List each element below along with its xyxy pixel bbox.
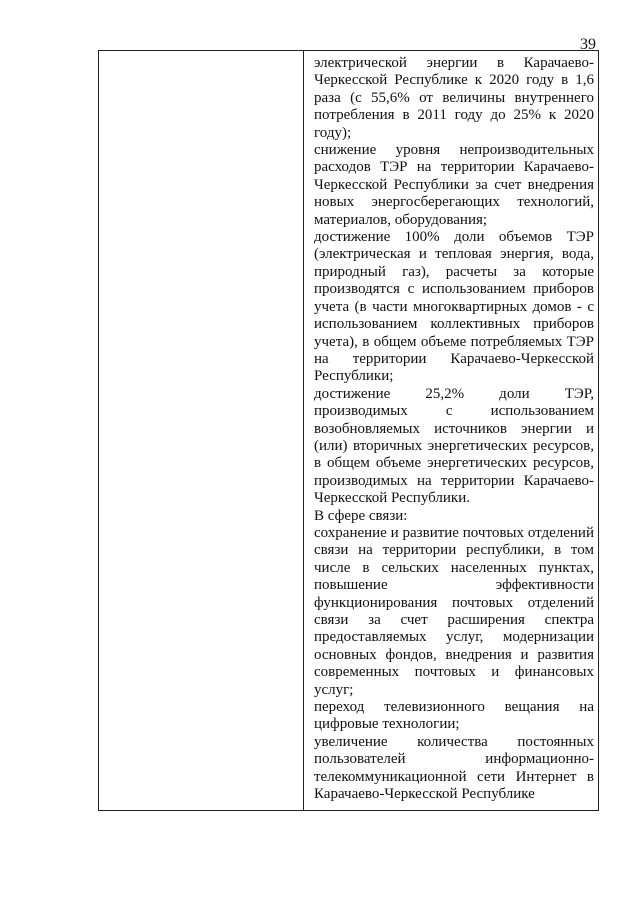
paragraph-internet-users: увеличение количества постоянных пользователей информационно-телекоммуникационной сети Интернет в Карачаево-Черкесской Республике <box>314 733 594 803</box>
content-cell <box>304 51 599 811</box>
paragraph-postal: сохранение и развитие почтовых отделений связи на территории республики, в том числе в сельских населенных пунктах, повышение эффективности функционирования почтовых отделений связи за счет расширения спектра предоставляемых услуг, модернизации основных фондов, внедрения и развития современных почтовых и финансовых услуг; <box>314 524 594 698</box>
empty-left-cell <box>99 51 304 811</box>
paragraph-electricity-share: электрической энергии в Карачаево-Черкесской Республике к 2020 году в 1,6 раза (с 55,6% от величины внутреннего потребления в 2011 году до 25% к 2020 году); <box>314 55 594 141</box>
table-row <box>99 51 599 811</box>
page-number: 39 <box>580 36 596 53</box>
paragraph-renewables: достижение 25,2% доли ТЭР, производимых с использованием возобновляемых источников энергии и (или) вторичных энергетических ресурсов, в общем объеме энергетических ресурсов, производимых на территории Карачаево-Черкесской Республики. <box>314 385 594 507</box>
paragraph-digital-tv: переход телевизионного вещания на цифровые технологии; <box>314 699 594 733</box>
document-table <box>98 50 599 811</box>
paragraph-reduce-losses: снижение уровня непроизводительных расходов ТЭР на территории Карачаево-Черкесской Республики за счет внедрения новых энергосберегающих технологий, материалов, оборудования; <box>314 142 594 228</box>
paragraph-metering: достижение 100% доли объемов ТЭР (электрическая и тепловая энергия, вода, природный газ), расчеты за которые производятся с использованием приборов учета (в части многоквартирных домов - с использованием коллективных приборов учета), в общем объеме потребляемых ТЭР на территории Карачаево-Черкесской Республики; <box>314 229 594 385</box>
section-heading-communications: В сфере связи: <box>314 507 408 524</box>
